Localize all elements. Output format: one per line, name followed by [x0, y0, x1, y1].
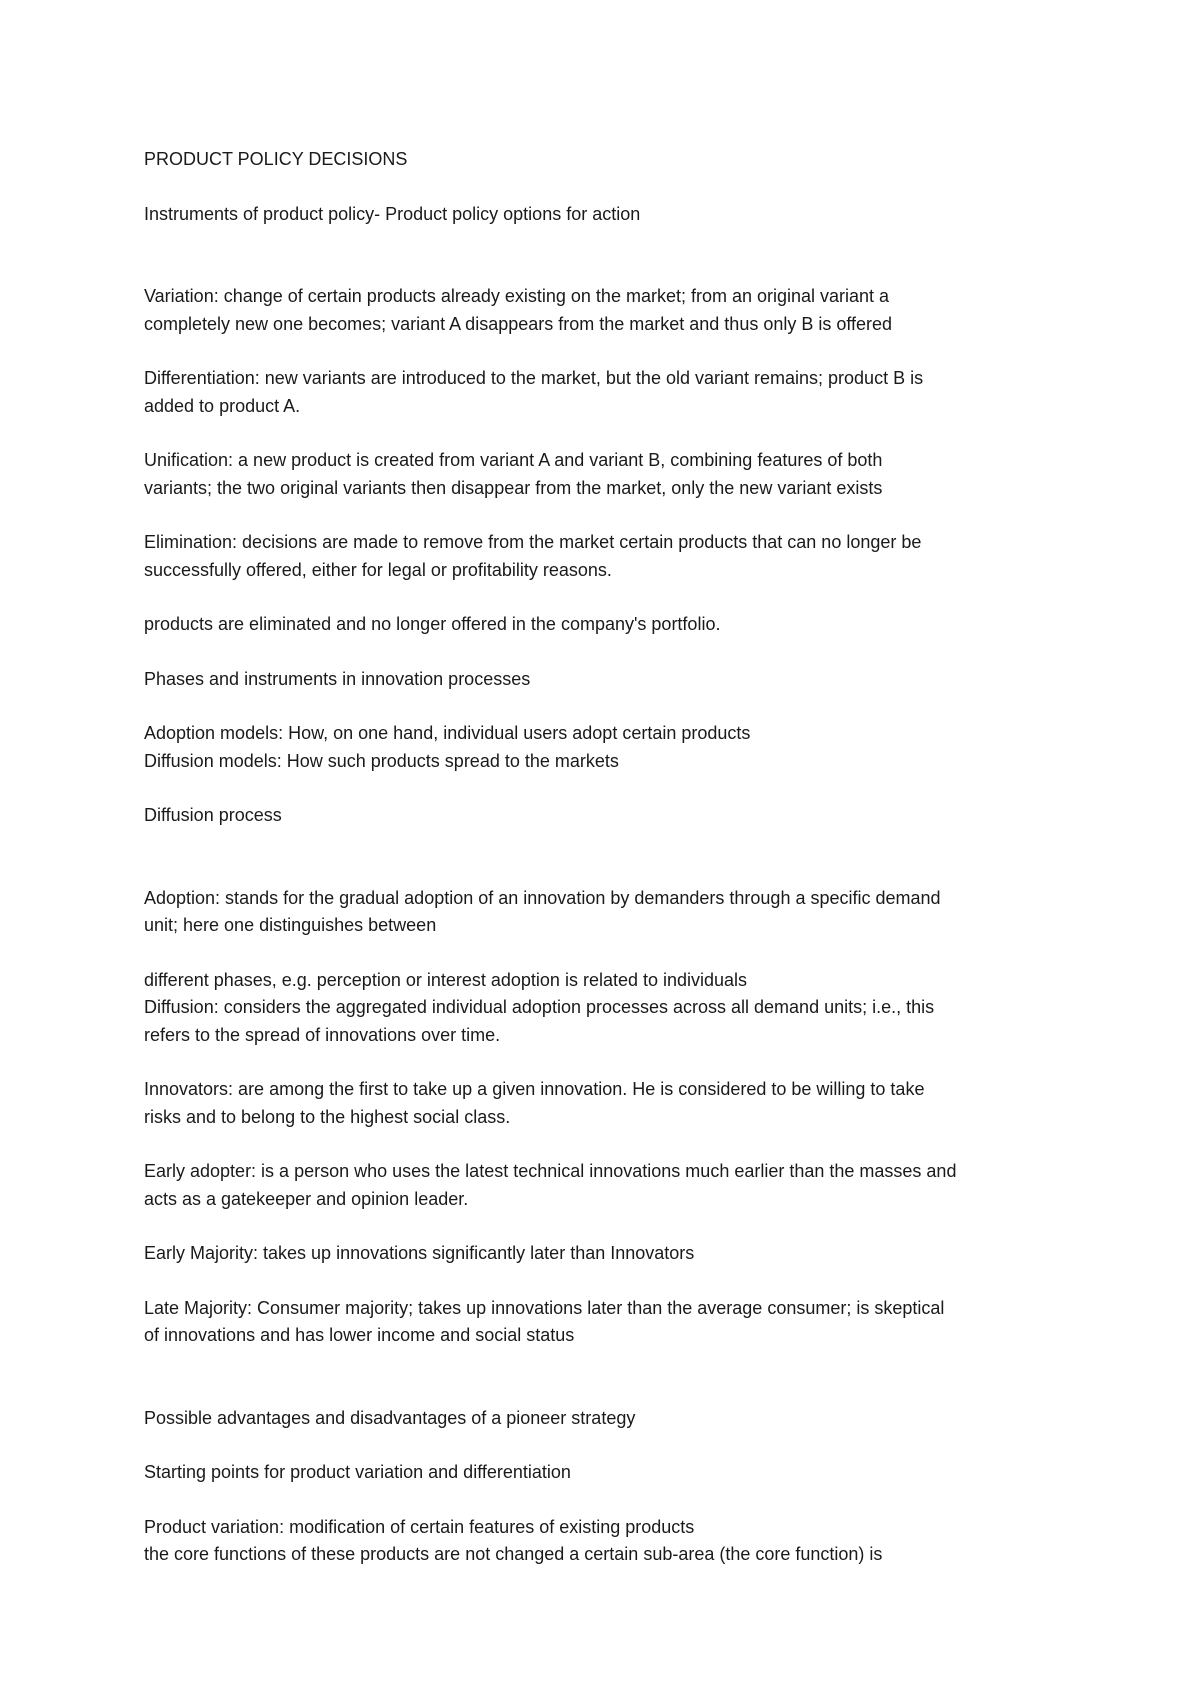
paragraph-variation	[144, 283, 1084, 338]
heading-pioneer-strategy: Possible advantages and disadvantages of a pioneer strategy	[144, 1407, 636, 1428]
document-title: PRODUCT POLICY DECISIONS	[144, 149, 408, 169]
paragraph-diffusion	[144, 994, 1084, 1049]
heading-phases: Phases and instruments in innovation processes	[144, 668, 531, 689]
heading-starting-points: Starting points for product variation and differentiation	[144, 1462, 571, 1482]
paragraph-line: of innovations and has lower income and social status	[144, 1325, 575, 1345]
paragraph-line: Elimination: decisions are made to remove from the market certain products that can no longer be	[144, 532, 922, 552]
paragraph-line: Variation: change of certain products already existing on the market; from an original variant a	[144, 286, 890, 306]
paragraph-line: acts as a gatekeeper and opinion leader.	[144, 1188, 469, 1209]
paragraph-late-majority	[144, 1295, 1084, 1350]
paragraph-line: variants; the two original variants then disappear from the market, only the new variant exists	[144, 477, 883, 498]
paragraph-line: added to product A.	[144, 395, 301, 416]
paragraph-line: Early adopter: is a person who uses the latest technical innovations much earlier than the masses and	[144, 1161, 957, 1181]
paragraph-line: Differentiation: new variants are introduced to the market, but the old variant remains; product B is	[144, 368, 924, 388]
paragraph-adoption-models: Adoption models: How, on one hand, individual users adopt certain products	[144, 723, 751, 743]
paragraph-product-variation: Product variation: modification of certain features of existing products	[144, 1516, 695, 1537]
paragraph-unification	[144, 447, 1084, 502]
paragraph-line: refers to the spread of innovations over time.	[144, 1024, 501, 1045]
paragraph-diffusion-models: Diffusion models: How such products spread to the markets	[144, 750, 619, 771]
paragraph-line: completely new one becomes; variant A disappears from the market and thus only B is offered	[144, 313, 893, 334]
paragraph-core-functions: the core functions of these products are not changed a certain sub-area (the core function) is	[144, 1544, 883, 1564]
paragraph-line: Unification: a new product is created from variant A and variant B, combining features of both	[144, 450, 883, 470]
paragraph-line: Diffusion: considers the aggregated individual adoption processes across all demand units; i.e., this	[144, 997, 935, 1017]
paragraph-adoption	[144, 885, 1084, 940]
paragraph-line: successfully offered, either for legal or profitability reasons.	[144, 559, 612, 580]
paragraph-early-adopter	[144, 1158, 1084, 1213]
paragraph-differentiation	[144, 365, 1084, 420]
paragraph-line: unit; here one distinguishes between	[144, 915, 437, 935]
paragraph-different-phases: different phases, e.g. perception or interest adoption is related to individuals	[144, 969, 748, 990]
paragraph-innovators	[144, 1076, 1084, 1131]
paragraph-line: Innovators: are among the first to take up a given innovation. He is considered to be willing to take	[144, 1079, 925, 1099]
paragraph-line: Adoption: stands for the gradual adoption of an innovation by demanders through a specific demand	[144, 887, 941, 908]
paragraph-elimination	[144, 529, 1084, 584]
paragraph-early-majority: Early Majority: takes up innovations significantly later than Innovators	[144, 1243, 695, 1263]
paragraph-line: risks and to belong to the highest social class.	[144, 1106, 511, 1127]
section-subtitle: Instruments of product policy- Product policy options for action	[144, 203, 641, 224]
paragraph-line: Late Majority: Consumer majority; takes up innovations later than the average consumer; is skeptical	[144, 1297, 945, 1318]
document-body	[144, 146, 1084, 1569]
heading-diffusion-process: Diffusion process	[144, 805, 282, 825]
paragraph-eliminated-products: products are eliminated and no longer offered in the company's portfolio.	[144, 614, 721, 634]
